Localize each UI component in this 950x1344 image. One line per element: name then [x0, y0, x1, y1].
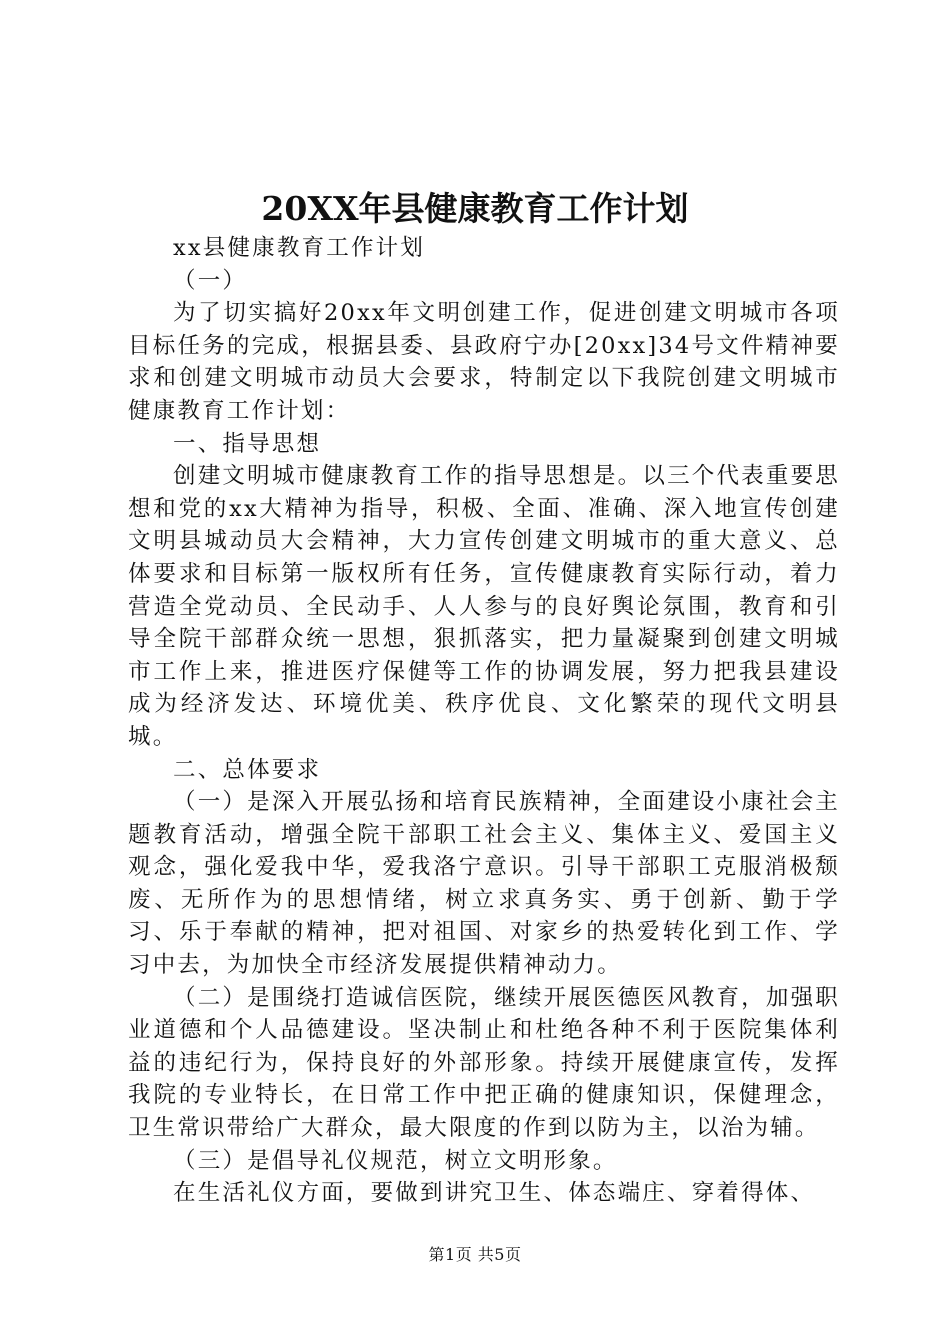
- document-body: [128, 232, 840, 1210]
- heading-guiding-ideology: 一、指导思想: [173, 430, 322, 457]
- paragraph-requirement-2: （二）是围绕打造诚信医院，继续开展医德医风教育，加强职业道德和个人品德建设。坚决制止和杜绝各种不利于医院集体利益的违纪行为，保持良好的外部形象。持续开展健康宣传，发挥我院的专业特长，在日常工作中把正确的健康知识，保健理念，卫生常识带给广大群众，最大限度的作到以防为主，以治为辅。: [128, 984, 840, 1142]
- paragraph-guiding-ideology: 创建文明城市健康教育工作的指导思想是。以三个代表重要思想和党的xx大精神为指导，积极、全面、准确、深入地宣传创建文明县城动员大会精神，大力宣传创建文明城市的重大意义、总体要求和目标第一版权所有任务，宣传健康教育实际行动，着力营造全党动员、全民动手、人人参与的良好舆论氛围，教育和引导全院干部群众统一思想，狠抓落实，把力量凝聚到创建文明城市工作上来，推进医疗保健等工作的协调发展，努力把我县建设成为经济发达、环境优美、秩序优良、文化繁荣的现代文明县城。: [128, 463, 840, 750]
- paragraph-section-marker: （一）: [173, 267, 248, 294]
- paragraph-etiquette: 在生活礼仪方面，要做到讲究卫生、体态端庄、穿着得体、: [173, 1180, 816, 1207]
- paragraph-subtitle: xx县健康教育工作计划: [173, 235, 426, 261]
- paragraph-requirement-1: （一）是深入开展弘扬和培育民族精神，全面建设小康社会主题教育活动，增强全院干部职工社会主义、集体主义、爱国主义观念，强化爱我中华，爱我洛宁意识。引导干部职工克服消极颓废、无所作为的思想情绪，树立求真务实、勇于创新、勤于学习、乐于奉献的精神，把对祖国、对家乡的热爱转化到工作、学习中去，为加快全市经济发展提供精神动力。: [128, 789, 840, 979]
- document-title: 20XX年县健康教育工作计划: [261, 189, 689, 228]
- paragraph-requirement-3: （三）是倡导礼仪规范，树立文明形象。: [173, 1147, 618, 1174]
- heading-general-requirements: 二、总体要求: [173, 756, 322, 783]
- paragraph-intro: 为了切实搞好20xx年文明创建工作，促进创建文明城市各项目标任务的完成，根据县委、县政府宁办[20xx]34号文件精神要求和创建文明城市动员大会要求，特制定以下我院创建文明城市健康教育工作计划：: [128, 300, 840, 424]
- page-footer: 第1页 共5页: [428, 1245, 522, 1264]
